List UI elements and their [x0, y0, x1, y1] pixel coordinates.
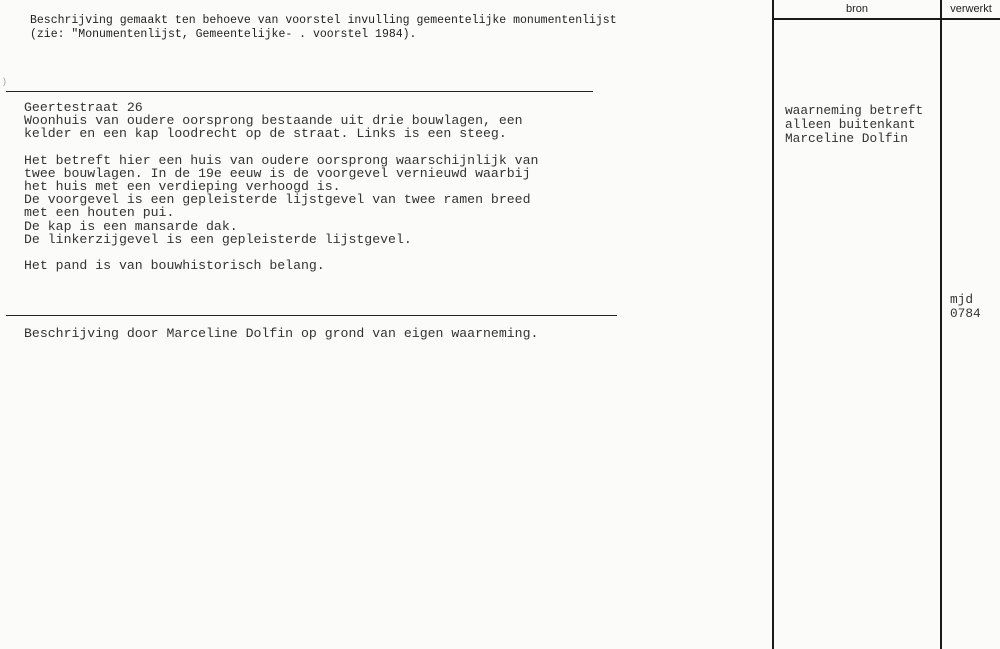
detail-line: De linkerzijgevel is een gepleisterde lijstgevel. [24, 231, 412, 247]
detail-line: De kap is een mansarde dak. [24, 218, 238, 234]
address-heading: Geertestraat 26 [24, 100, 143, 115]
bron-column-border [772, 0, 774, 649]
footer-note: Beschrijving door Marceline Dolfin op grond van eigen waarneming. [24, 326, 539, 341]
verwerkt-line: mjd [950, 292, 974, 307]
verwerkt-column-header: verwerkt [950, 3, 992, 15]
conclusion-line: Het pand is van bouwhistorisch belang. [24, 258, 325, 274]
verwerkt-column-border [940, 0, 942, 649]
bottom-divider [6, 315, 617, 316]
summary-line: Woonhuis van oudere oorsprong bestaande uit drie bouwlagen, een [24, 113, 523, 129]
detail-line: met een houten pui. [24, 205, 175, 221]
bron-column-header: bron [845, 3, 869, 15]
bron-line: alleen buitenkant [785, 117, 916, 132]
verwerkt-entry [950, 293, 998, 321]
detail-line: De voorgevel is een gepleisterde lijstgevel van twee ramen breed [24, 192, 531, 208]
detail-line: twee bouwlagen. In de 19e eeuw is de voorgevel vernieuwd waarbij [24, 165, 531, 181]
bron-entry [785, 104, 945, 146]
header-note [30, 14, 730, 42]
margin-mark: ) [3, 76, 6, 86]
bron-line: Marceline Dolfin [785, 131, 908, 146]
bron-line: waarneming betreft [785, 103, 924, 118]
header-line-1: Beschrijving gemaakt ten behoeve van voorstel invulling gemeentelijke monumentenlijst [30, 14, 617, 27]
detail-line: Het betreft hier een huis van oudere oorsprong waarschijnlijk van [24, 152, 539, 168]
detail-line: het huis met een verdieping verhoogd is. [24, 179, 341, 195]
verwerkt-line: 0784 [950, 306, 981, 321]
header-line-2: (zie: "Monumentenlijst, Gemeentelijke- . voorstel 1984). [30, 28, 417, 41]
summary-line: kelder en een kap loodrecht op de straat. Links is een steeg. [24, 126, 507, 142]
description-block [24, 101, 664, 272]
column-header-divider [772, 18, 1000, 20]
top-divider [6, 91, 593, 92]
